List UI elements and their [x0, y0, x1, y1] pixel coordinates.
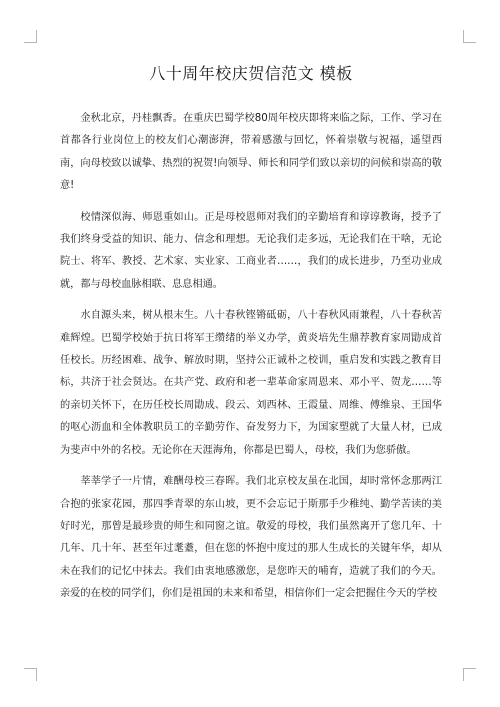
- paragraph-4: 莘莘学子一片情，难酬母校三春晖。我们北京校友虽在北国，却时常怀念那两江合抱的张家花园，那四季青翠的东山坡，更不会忘记于斯那手少稚纯、勤学苦读的美好时光，那曾是最珍贵的师生和同窗之谊。敬爱的母校，我们虽然离开了您几年、十几年、几十年、甚至年过耄耋，但在您的怀抱中度过的那人生成长的关键年华，却从未在我们的记忆中抹去。我们由衷地感激您，是您昨天的哺育，造就了我们的今天。亲爱的在校的同学们，你们是祖国的未来和希望，相信你们一定会把握住今天的学校: [60, 476, 442, 600]
- document-title: 八十周年校庆贺信范文 模板: [149, 64, 353, 83]
- paragraph-1: 金秋北京，丹桂飘香。在重庆巴蜀学校80周年校庆即将来临之际，工作、学习在首都各行业岗位上的校友们心潮澎湃，带着感激与回忆，怀着崇敬与祝福，遥望西南，向母校致以诚挚、热烈的祝贺!向领导、师长和同学们致以亲切的问候和崇高的敬意!: [60, 113, 442, 192]
- crop-mark-top-right: [463, 30, 476, 43]
- paragraph-3: 水自源头来，树从根末生。八十春秋铿锵砥砺，八十春秋风雨兼程，八十春秋苦难辉煌。巴蜀学校始于抗日将军王缵绪的举义办学，黄炎培先生鼎荐教育家周勖成首任校长。历经困难、战争、解放时期，坚持公正诚朴之校训，重启发和实践之教育目标，共济于社会贤达。在共产党、政府和老一辈革命家周恩来、邓小平、贺龙……等的亲切关怀下，在历任校长周勖成、段云、刘西林、王霞量、周维、傅维泉、王国华的呕心沥血和全体教职员工的辛勤劳作、奋发努力下，为国家塑就了大量人材，已成为斐声中外的名校。无论你在天涯海角，你都是巴蜀人，母校，我们为您骄傲。: [60, 310, 442, 456]
- crop-mark-top-left: [24, 30, 37, 43]
- paragraph-2: 校情深似海、师恩重如山。正是母校恩师对我们的辛勤培育和谆谆教诲，授予了我们终身受益的知识、能力、信念和理想。无论我们走多远，无论我们在干啥，无论院士、将军、教授、艺术家、实业家、工商业者……，我们的成长进步，乃至功业成就，都与母校血脉相联、息息相通。: [60, 211, 442, 290]
- document-body: [60, 62, 442, 615]
- crop-mark-bottom-right: [463, 668, 476, 681]
- crop-mark-bottom-left: [24, 668, 37, 681]
